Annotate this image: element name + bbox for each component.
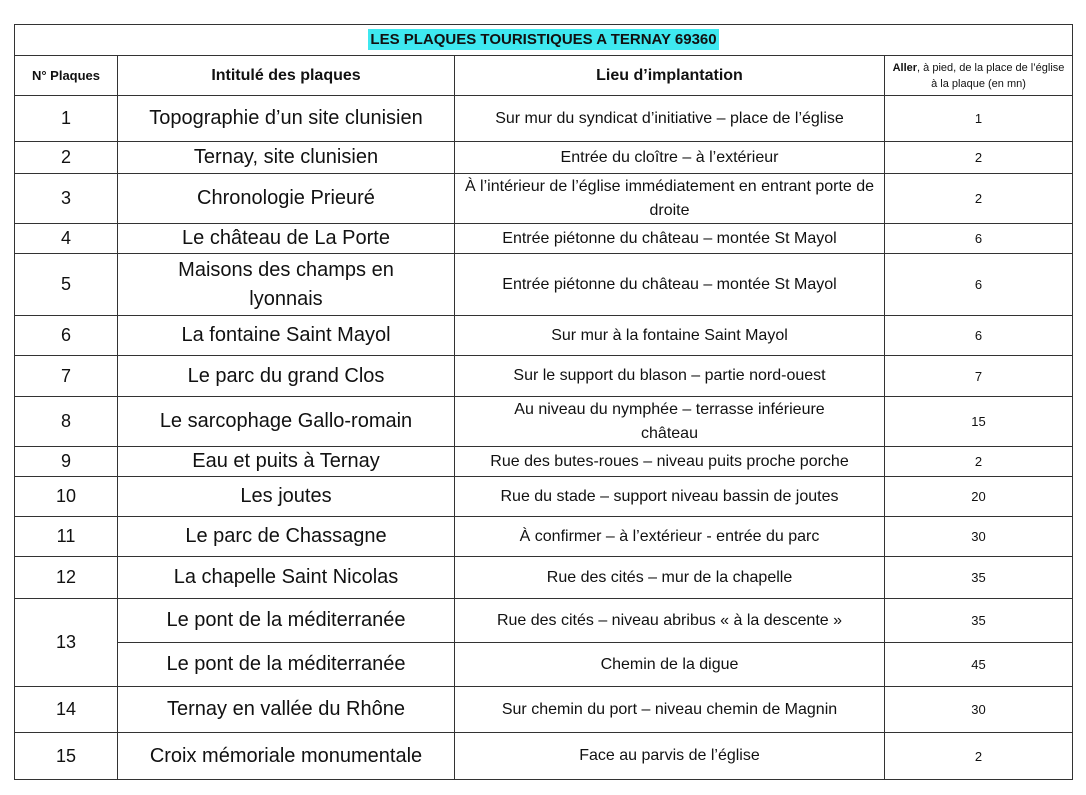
row-intitule: Maisons des champs en lyonnais — [118, 254, 455, 316]
row-intitule: Le pont de la méditerranée — [118, 643, 455, 687]
table-row — [15, 397, 1073, 447]
table-title: LES PLAQUES TOURISTIQUES A TERNAY 69360 — [370, 31, 717, 48]
row-intitule: Le parc de Chassagne — [118, 517, 455, 557]
row-lieu: Au niveau du nymphée – terrasse inférieure château — [455, 397, 885, 447]
row-time: 6 — [885, 316, 1073, 356]
row-lieu: Sur le support du blason – partie nord-ouest — [455, 356, 885, 397]
table-row — [15, 687, 1073, 733]
header-time — [885, 56, 1073, 96]
table-row — [15, 224, 1073, 254]
row-lieu: Rue des cités – niveau abribus « à la descente » — [455, 599, 885, 643]
row-intitule: Le parc du grand Clos — [118, 356, 455, 397]
plaques-table — [14, 24, 1073, 780]
row-time: 2 — [885, 733, 1073, 780]
table-row — [15, 733, 1073, 780]
row-lieu: Sur mur du syndicat d’initiative – place de l’église — [455, 96, 885, 142]
row-intitule: Eau et puits à Ternay — [118, 447, 455, 477]
table-row — [15, 643, 1073, 687]
row-time: 6 — [885, 224, 1073, 254]
table-row — [15, 254, 1073, 316]
row-time: 2 — [885, 142, 1073, 174]
row-num: 13 — [15, 599, 118, 687]
table-row — [15, 316, 1073, 356]
table-row — [15, 557, 1073, 599]
row-intitule: Les joutes — [118, 477, 455, 517]
row-intitule: Le sarcophage Gallo-romain — [118, 397, 455, 447]
row-intitule: Le pont de la méditerranée — [118, 599, 455, 643]
row-lieu: Entrée piétonne du château – montée St Mayol — [455, 254, 885, 316]
header-time-rest: , à pied, de la place de l’église à la plaque (en mn) — [917, 61, 1065, 90]
row-time: 7 — [885, 356, 1073, 397]
row-time: 15 — [885, 397, 1073, 447]
row-num: 7 — [15, 356, 118, 397]
row-lieu: Sur mur à la fontaine Saint Mayol — [455, 316, 885, 356]
row-lieu: Face au parvis de l’église — [455, 733, 885, 780]
row-num: 9 — [15, 447, 118, 477]
row-time: 1 — [885, 96, 1073, 142]
table-row — [15, 447, 1073, 477]
row-intitule: Topographie d’un site clunisien — [118, 96, 455, 142]
row-lieu: Sur chemin du port – niveau chemin de Magnin — [455, 687, 885, 733]
row-num: 14 — [15, 687, 118, 733]
row-time: 35 — [885, 599, 1073, 643]
row-lieu: Rue des butes-roues – niveau puits proche porche — [455, 447, 885, 477]
row-num: 12 — [15, 557, 118, 599]
row-num: 10 — [15, 477, 118, 517]
row-time: 35 — [885, 557, 1073, 599]
row-time: 45 — [885, 643, 1073, 687]
row-num: 11 — [15, 517, 118, 557]
row-num: 3 — [15, 174, 118, 224]
header-lieu: Lieu d’implantation — [455, 56, 885, 96]
row-time: 2 — [885, 447, 1073, 477]
row-intitule: La chapelle Saint Nicolas — [118, 557, 455, 599]
row-intitule: Le château de La Porte — [118, 224, 455, 254]
row-lieu: Entrée piétonne du château – montée St Mayol — [455, 224, 885, 254]
row-time: 2 — [885, 174, 1073, 224]
row-time: 30 — [885, 687, 1073, 733]
table-row — [15, 356, 1073, 397]
row-num: 8 — [15, 397, 118, 447]
row-lieu: À confirmer – à l’extérieur - entrée du parc — [455, 517, 885, 557]
title-row — [15, 25, 1073, 56]
table-row — [15, 517, 1073, 557]
header-intitule: Intitulé des plaques — [118, 56, 455, 96]
row-num: 6 — [15, 316, 118, 356]
row-time: 30 — [885, 517, 1073, 557]
row-lieu: Chemin de la digue — [455, 643, 885, 687]
header-num: N° Plaques — [15, 56, 118, 96]
row-lieu: Entrée du cloître – à l’extérieur — [455, 142, 885, 174]
title-cell — [15, 25, 1073, 56]
row-lieu: Rue des cités – mur de la chapelle — [455, 557, 885, 599]
row-lieu: Rue du stade – support niveau bassin de joutes — [455, 477, 885, 517]
row-num: 1 — [15, 96, 118, 142]
row-time: 20 — [885, 477, 1073, 517]
table-row — [15, 477, 1073, 517]
row-intitule: Chronologie Prieuré — [118, 174, 455, 224]
header-time-bold: Aller — [892, 61, 918, 74]
row-num: 15 — [15, 733, 118, 780]
row-num: 5 — [15, 254, 118, 316]
row-time: 6 — [885, 254, 1073, 316]
table-row — [15, 96, 1073, 142]
table-row — [15, 174, 1073, 224]
row-intitule: Croix mémoriale monumentale — [118, 733, 455, 780]
row-num: 2 — [15, 142, 118, 174]
header-row — [15, 56, 1073, 96]
table-row — [15, 142, 1073, 174]
table-row — [15, 599, 1073, 643]
row-lieu: À l’intérieur de l’église immédiatement en entrant porte de droite — [455, 174, 885, 224]
row-intitule: Ternay en vallée du Rhône — [118, 687, 455, 733]
row-num: 4 — [15, 224, 118, 254]
row-intitule: Ternay, site clunisien — [118, 142, 455, 174]
row-intitule: La fontaine Saint Mayol — [118, 316, 455, 356]
